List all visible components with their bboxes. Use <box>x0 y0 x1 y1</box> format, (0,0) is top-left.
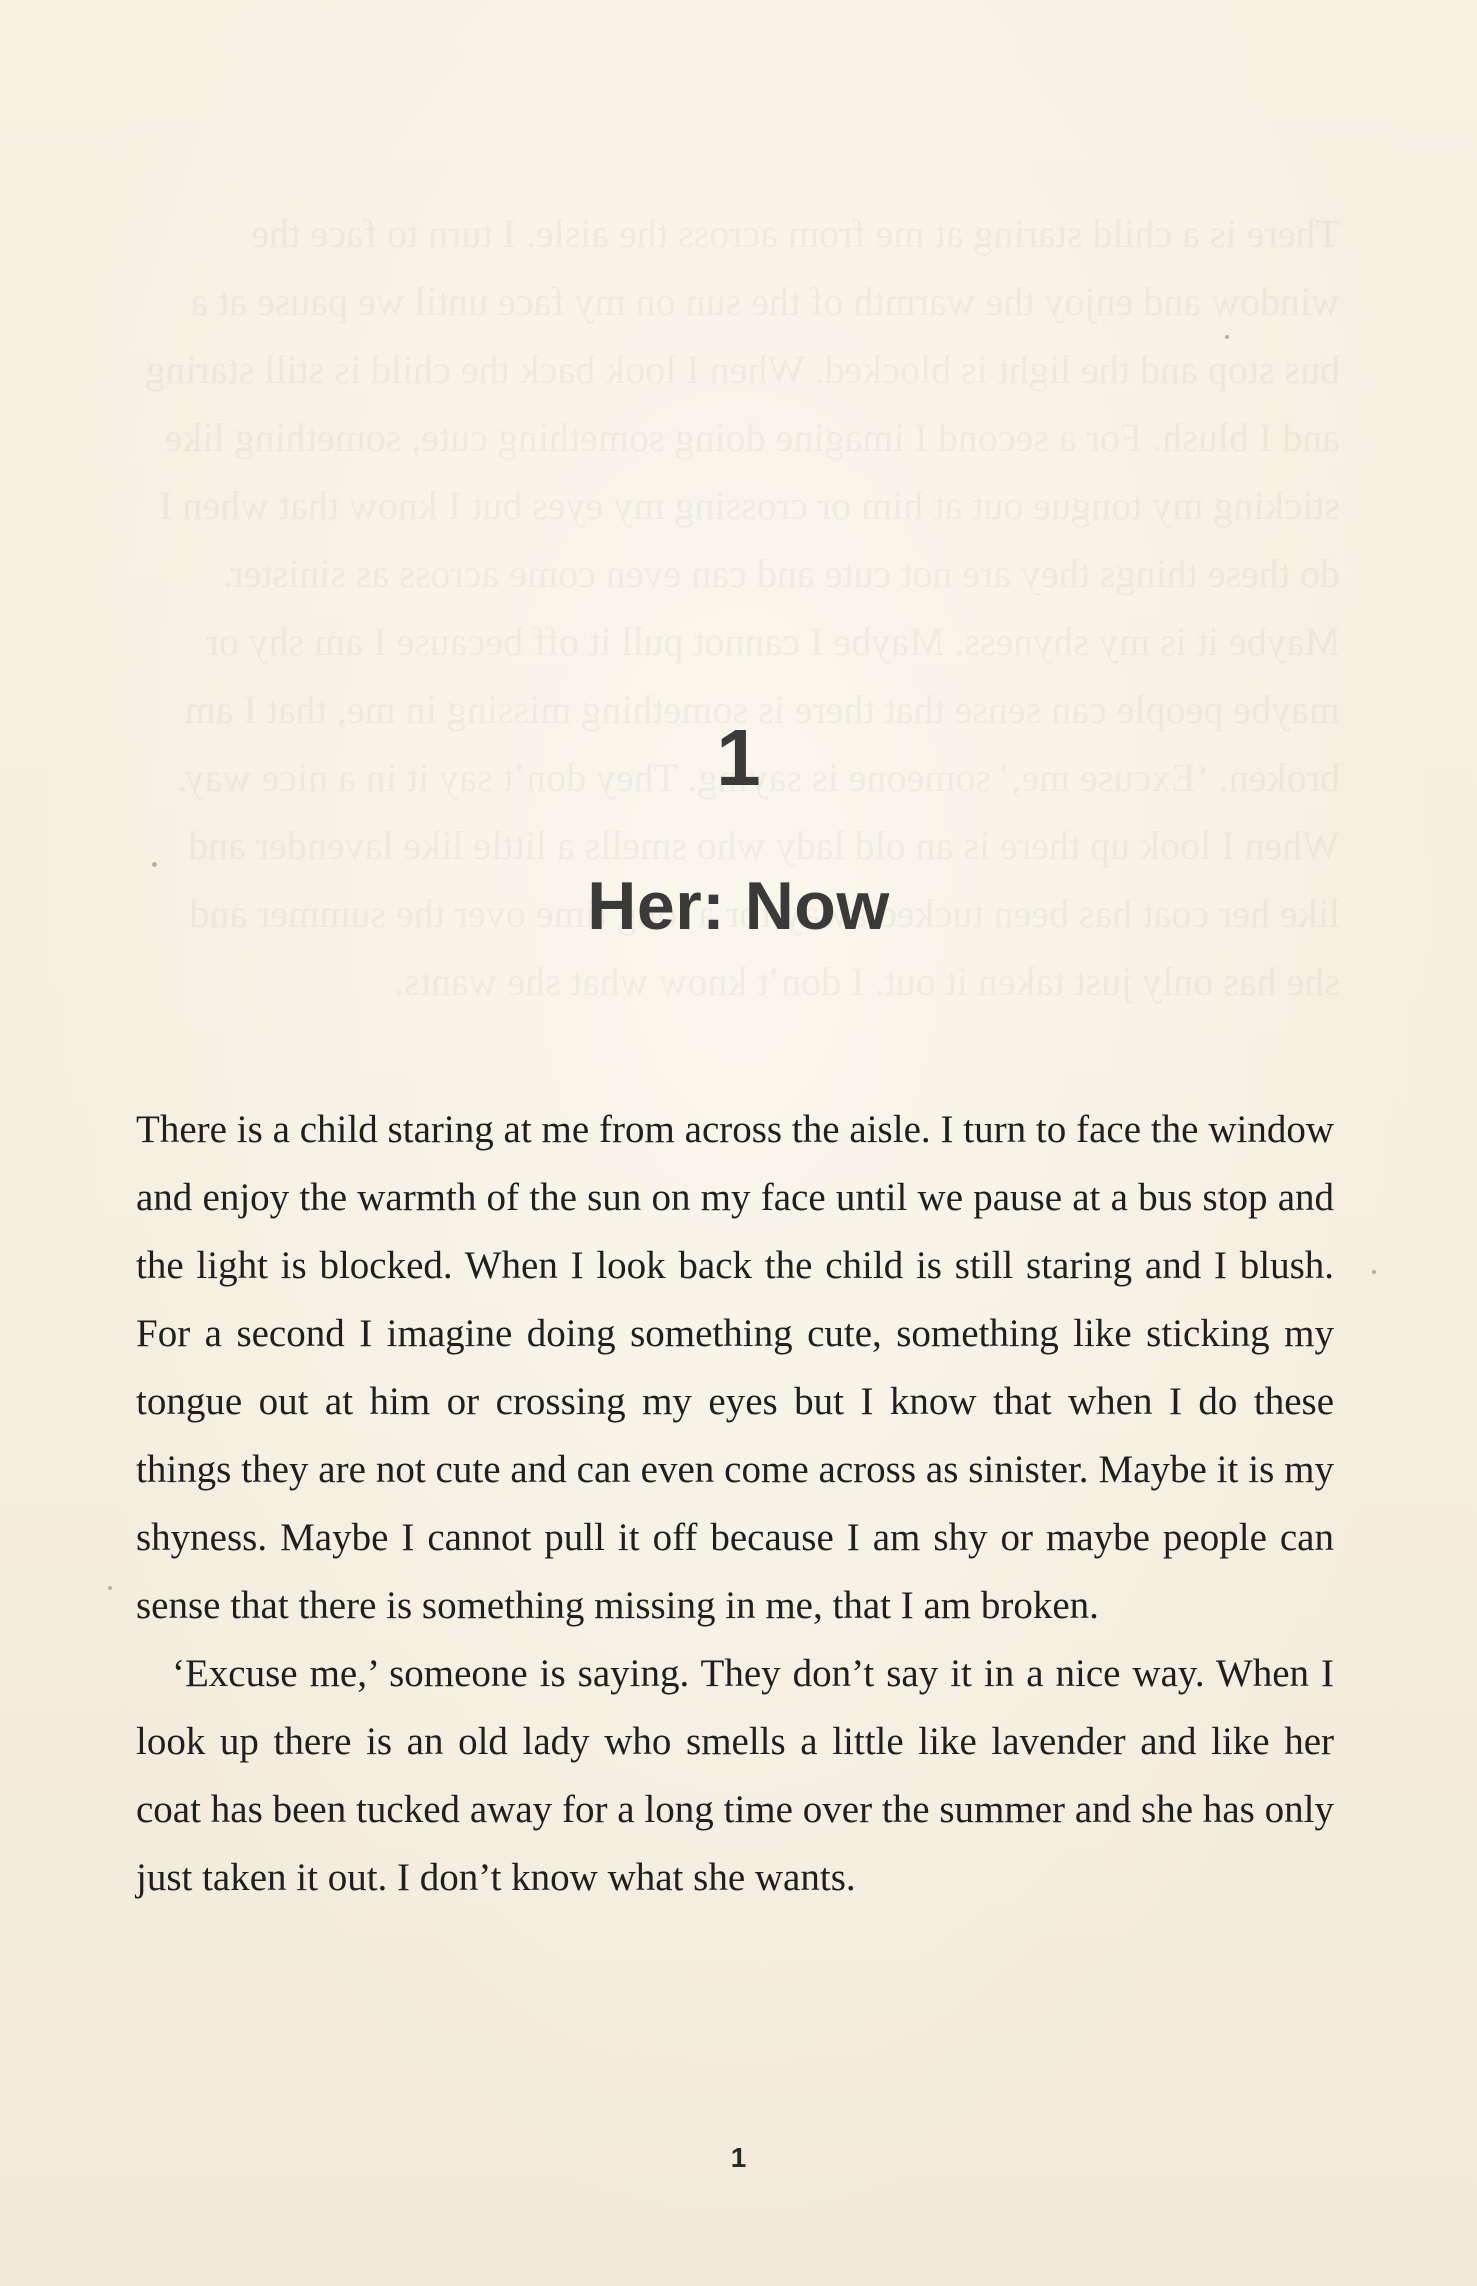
paragraph: ‘Excuse me,’ someone is saying. They don’t say it in a nice way. When I look up there is an old lady who smells a little like lavender and like her coat has been tucked away for a long time over the summer and she has only just taken it out. I don’t know what she wants. <box>136 1652 1334 1899</box>
paper-speck <box>1372 1270 1376 1274</box>
paper-speck <box>108 1586 112 1590</box>
page-number: 1 <box>730 2142 747 2173</box>
chapter-body <box>136 1096 1334 1912</box>
chapter-title: Her: Now <box>587 868 890 944</box>
chapter-number: 1 <box>716 713 761 802</box>
paper-speck <box>152 862 157 867</box>
paragraph: There is a child staring at me from across the aisle. I turn to face the window and enjoy the warmth of the sun on my face until we pause at a bus stop and the light is blocked. When I look back the child is still staring and I blush. For a second I imagine doing something cute, something like sticking my tongue out at him or crossing my eyes but I know that when I do these things they are not cute and can even come across as sinister. Maybe it is my shyness. Maybe I cannot pull it off because I am shy or maybe people can sense that there is something missing in me, that I am broken. <box>136 1108 1334 1627</box>
paper-speck <box>1225 335 1229 339</box>
